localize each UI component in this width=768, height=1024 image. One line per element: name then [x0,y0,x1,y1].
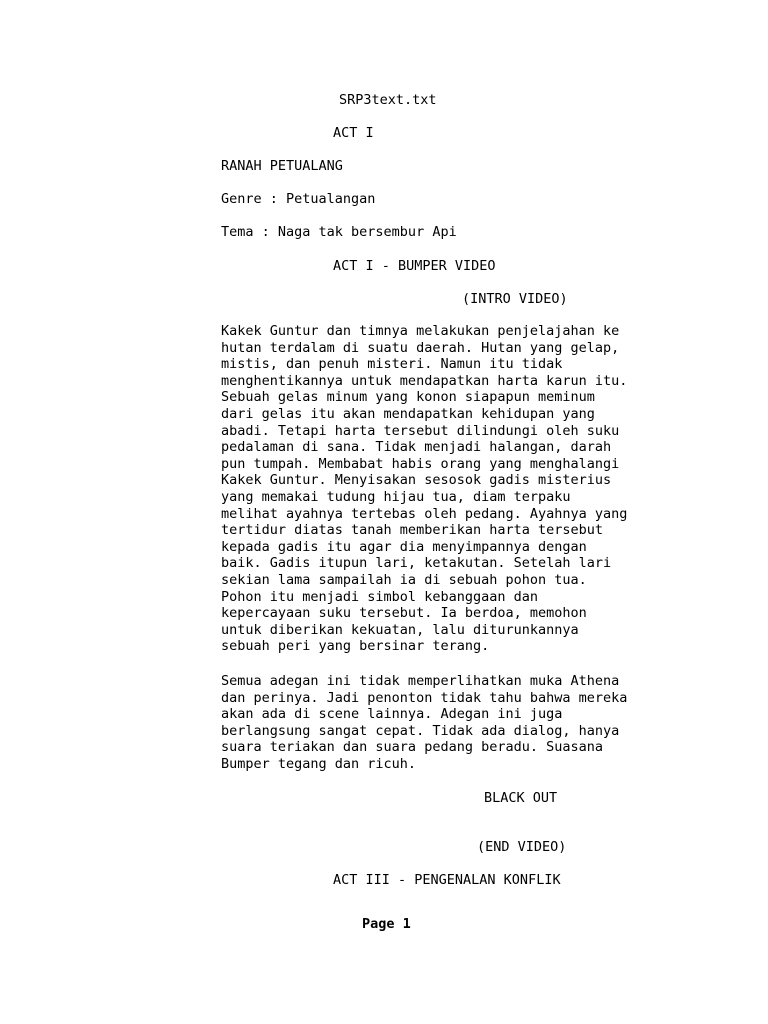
text-line: untuk diberikan kekuatan, lalu diturunkannya [221,621,579,638]
text-line: akan ada di scene lainnya. Adegan ini juga [221,706,563,723]
intro-video-cue: (INTRO VIDEO) [462,291,568,307]
text-line: pedalaman di sana. Tidak menjadi halangan, darah [221,439,612,456]
text-line: Pohon itu menjadi simbol kebanggaan dan [221,588,538,605]
text-line: Sebuah gelas minum yang konon siapapun meminum [221,389,595,406]
text-line: yang memakai tudung hijau tua, diam terpaku [221,488,571,505]
text-line: suara teriakan dan suara pedang beradu. Suasana [221,739,604,756]
text-line: mistis, dan penuh misteri. Namun itu tidak [221,356,563,373]
file-name: SRP3text.txt [339,92,437,108]
text-line: tertidur diatas tanah memberikan harta tersebut [221,522,604,539]
transition-black-out: BLACK OUT [484,790,558,806]
text-line: baik. Gadis itupun lari, ketakutan. Setelah lari [221,555,612,572]
text-line: sebuah peri yang bersinar terang. [221,638,490,655]
genre-line: Genre : Petualangan [221,191,376,207]
action-paragraph-1 [221,323,628,655]
action-paragraph-2 [221,673,628,773]
act-heading: ACT I [333,125,374,141]
text-line: hutan terdalam di suatu daerah. Hutan yang gelap, [221,339,620,356]
text-line: Semua adegan ini tidak memperlihatkan muka Athena [221,673,620,689]
next-act-heading: ACT III - PENGENALAN KONFLIK [333,872,561,888]
text-line: Bumper tegang dan ricuh. [221,755,417,772]
text-line: melihat ayahnya tertebas oleh pedang. Ayahnya yang [221,505,628,522]
scene-heading: ACT I - BUMPER VIDEO [333,258,496,274]
end-video-cue: (END VIDEO) [477,839,567,855]
text-line: dari gelas itu akan mendapatkan kehidupan yang [221,405,595,422]
page-number: Page 1 [362,916,411,932]
script-title: RANAH PETUALANG [221,158,343,174]
text-line: dan perinya. Jadi penonton tidak tahu bahwa mereka [221,689,628,706]
text-line: menghentikannya untuk mendapatkan harta karun itu. [221,372,628,389]
theme-line: Tema : Naga tak bersembur Api [221,224,457,240]
text-line: kepercayaan suku tersebut. Ia berdoa, memohon [221,605,587,622]
text-line: Kakek Guntur. Menyisakan sesosok gadis misterius [221,472,612,489]
text-line: Kakek Guntur dan timnya melakukan penjelajahan ke [221,323,620,339]
text-line: berlangsung sangat cepat. Tidak ada dialog, hanya [221,722,620,739]
text-line: abadi. Tetapi harta tersebut dilindungi oleh suku [221,422,620,439]
text-line: kepada gadis itu agar dia menyimpannya dengan [221,538,587,555]
text-line: pun tumpah. Membabat habis orang yang menghalangi [221,455,620,472]
text-line: sekian lama sampailah ia di sebuah pohon tua. [221,571,587,588]
